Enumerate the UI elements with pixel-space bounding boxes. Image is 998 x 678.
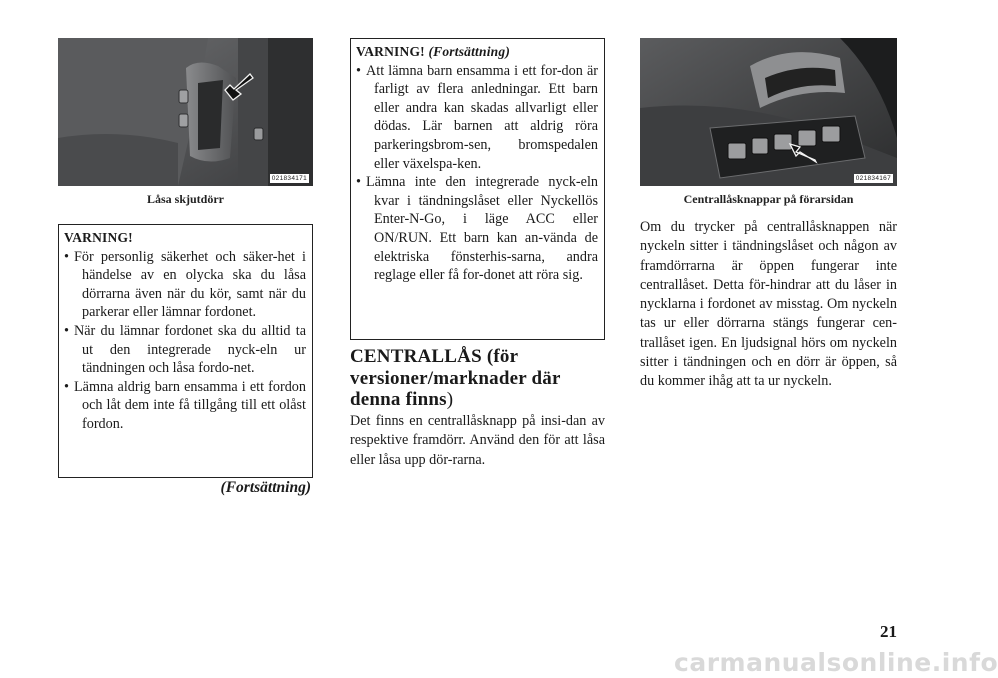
list-item: • För personlig säkerhet och säker-het i händelse av en olycka ska du låsa dörrarna även när du kör, samt när du parkerar eller lämnar fordonet. [64,248,306,322]
list-item: • När du lämnar fordonet ska du alltid ta ut den integrerade nyck-eln ur tändningen och låsa fordo-net. [64,322,306,378]
warning-heading-text: VARNING! [356,44,425,59]
list-item: • Lämna inte den integrerade nyck-eln kvar i tändningslåset eller Nyckellös Enter-N-Go, i läge ACC eller ON/RUN. Ett barn kan an-vända de elektriska fönsterhis-sarna, andra reglage eller få for-donet att röra sig. [356,173,598,285]
continued-label: (Fortsättning) [220,479,311,496]
section-heading-text: CENTRALLÅS (för versioner/marknader där denna finns [350,346,561,410]
figure-caption-left: Låsa skjutdörr [146,192,224,206]
door-lock-buttons-illustration [640,38,897,186]
section-heading [350,346,605,411]
driver-door-panel-photo [640,38,897,186]
list-item: • Lämna aldrig barn ensamma i ett fordon och låt dem inte få tillgång till ett olåst fordon. [64,378,306,434]
page-number: 21 [880,622,897,641]
section-body: Det finns en centrallåsknapp på insi-dan av respektive framdörr. Använd den för att låsa eller låsa upp dör-rarna. [350,413,605,468]
warning-heading: VARNING! [64,230,133,245]
list-item: • Att lämna barn ensamma i ett for-don är farligt av flera anledningar. Ett barn eller andra kan skadas allvarligt eller dödas. Lär barnen att aldrig röra parkeringsbrom-sen, bromspedalen eller växelspa-ken. [356,62,598,174]
right-column-body: Om du trycker på centrallåsknappen när nyckeln sitter i tändningslåset och någon av framdörrarna är öppen fungerar inte centrallåset. Detta för-hindrar att du låser in nycklarna i fordonet av misstag. Om nyckeln tas ur eller dörrarna stängs fungerar cen-trallåset igen. En ljudsignal hörs om nyckeln sitter i tändningen och en dörr är öppen, så du kommer ihåg att ta ur nyckeln. [640,219,897,390]
figure-caption-right: Centrallåsknappar på förarsidan [683,192,854,206]
warning-list [356,62,598,285]
watermark: carmanualsonline.info [674,648,998,677]
figure-code: 021834167 [855,175,891,182]
section-heading-paren: ) [446,389,454,410]
figure-code: 021834171 [271,175,307,182]
warning-heading-continued: (Fortsättning) [428,44,511,59]
warning-list [64,248,306,434]
warning-box-left [58,224,313,478]
sliding-door-illustration [58,38,313,186]
warning-box-middle [350,38,605,340]
warning-heading [356,43,598,62]
sliding-door-photo [58,38,313,186]
